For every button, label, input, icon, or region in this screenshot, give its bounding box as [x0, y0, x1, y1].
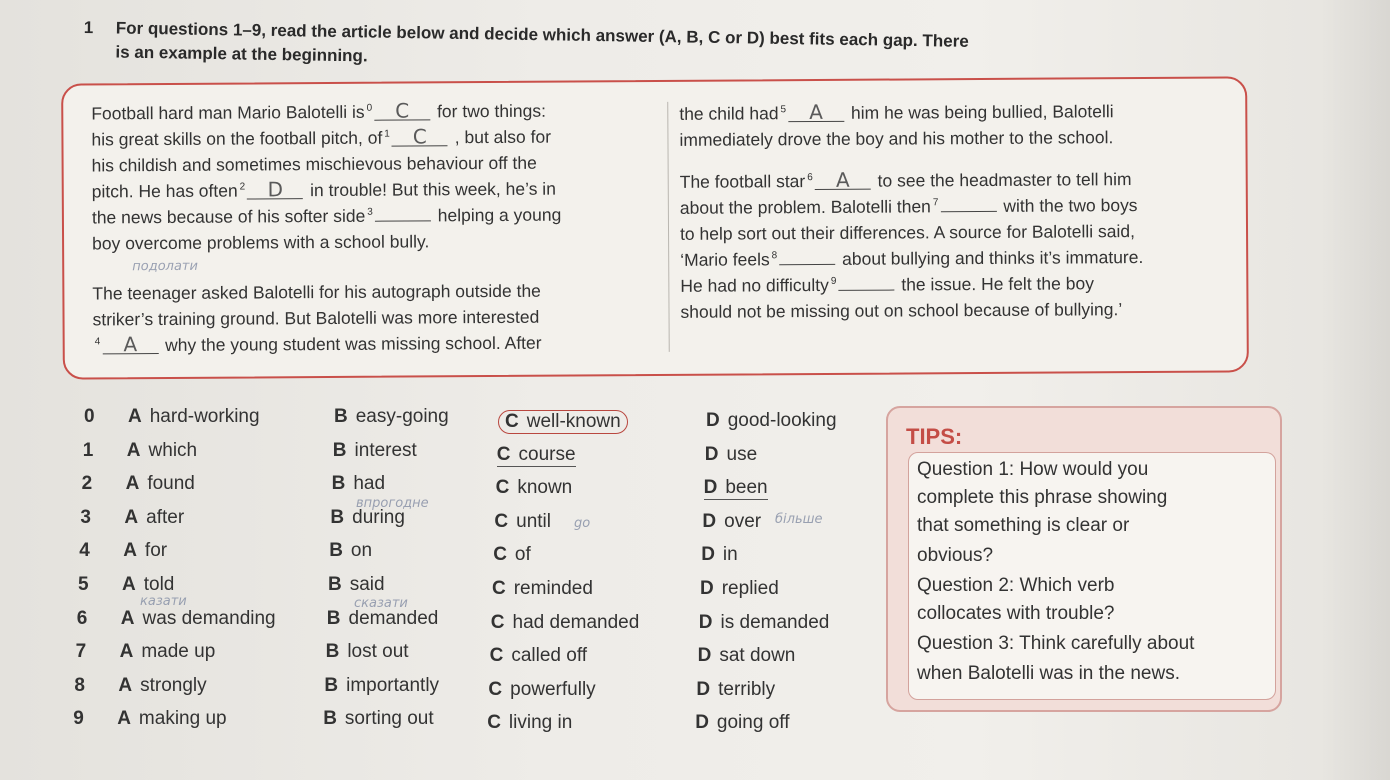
- option-text: going off: [716, 712, 790, 734]
- option-text: good-looking: [727, 410, 837, 431]
- question-number: 5: [78, 574, 89, 595]
- option-letter: B: [325, 641, 340, 663]
- gap-number: 8: [771, 250, 778, 262]
- option-c[interactable]: [490, 645, 587, 667]
- option-text: reminded: [513, 578, 593, 599]
- option-letter: D: [704, 443, 719, 465]
- line-text: him he was being bullied, Balotelli: [846, 101, 1114, 123]
- line-text: the child had: [679, 103, 779, 124]
- question-number: 7: [75, 641, 87, 663]
- line-text: striker’s training ground. But Balotelli was more interested: [92, 306, 540, 330]
- option-text: of: [514, 544, 531, 566]
- tip-line: obvious?: [917, 545, 994, 566]
- tips-title: TIPS:: [906, 424, 963, 449]
- option-c[interactable]: [496, 477, 573, 499]
- option-text: over: [724, 510, 762, 532]
- handwritten-note-overcome: подолати: [132, 258, 198, 275]
- option-c[interactable]: [497, 444, 576, 467]
- question-row: [0, 675, 880, 705]
- option-d[interactable]: [699, 612, 830, 634]
- option-b[interactable]: [324, 675, 439, 697]
- tip-line: Question 1: How would you: [917, 459, 1149, 480]
- option-b[interactable]: [333, 440, 417, 462]
- gap-blank[interactable]: C: [374, 101, 430, 120]
- gap-number: 7: [932, 197, 939, 209]
- question-row: [0, 473, 880, 503]
- question-number: 2: [81, 473, 93, 495]
- option-letter: B: [326, 607, 341, 629]
- line-text: ‘Mario feels: [680, 249, 770, 270]
- option-letter: D: [697, 645, 712, 667]
- tips-box: [886, 406, 1282, 712]
- option-text: replied: [721, 578, 779, 599]
- option-letter: B: [324, 674, 339, 696]
- option-a[interactable]: [118, 675, 206, 697]
- option-b[interactable]: [326, 641, 409, 663]
- option-letter: B: [323, 708, 337, 730]
- option-letter: A: [119, 641, 134, 663]
- line-text: with the two boys: [998, 195, 1138, 216]
- option-letter: C: [490, 611, 505, 633]
- question-row: [0, 708, 880, 738]
- handwritten-note: казати: [140, 594, 187, 609]
- option-d[interactable]: [698, 645, 796, 667]
- gap-number: 3: [367, 206, 373, 218]
- option-letter: A: [122, 574, 136, 595]
- line-text: his great skills on the football pitch, of: [91, 127, 383, 150]
- line-text: about the problem. Balotelli then: [679, 196, 931, 218]
- option-letter: C: [487, 712, 501, 734]
- question-number: 3: [80, 506, 91, 528]
- option-text: found: [147, 473, 195, 495]
- line-text: boy overcome problems with a school bully.: [92, 231, 430, 254]
- line-text: Football hard man Mario Balotelli is: [91, 101, 365, 124]
- option-c[interactable]: [487, 712, 572, 734]
- line-text: The football star: [679, 171, 806, 192]
- line-text: the news because of his softer side: [91, 205, 366, 228]
- option-text: known: [517, 477, 573, 499]
- tip-line: Question 2: Which verb: [917, 575, 1115, 596]
- option-letter: C: [494, 510, 509, 532]
- option-letter: C: [505, 411, 519, 432]
- handwritten-note: більше: [775, 512, 823, 527]
- option-text: been: [725, 477, 768, 499]
- option-letter: D: [703, 477, 718, 499]
- option-d[interactable]: [701, 544, 738, 566]
- option-letter: B: [330, 506, 345, 528]
- option-text: importantly: [346, 674, 440, 696]
- option-letter: A: [120, 607, 135, 629]
- line-text: He had no difficulty: [680, 274, 829, 296]
- question-row: [0, 406, 880, 436]
- line-text: immediately drove the boy and his mother to the school.: [679, 127, 1114, 150]
- option-letter: A: [124, 506, 139, 528]
- tip-line: Question 3: Think carefully about: [917, 633, 1195, 654]
- option-d[interactable]: [695, 712, 789, 734]
- option-text: was demanding: [142, 607, 276, 629]
- option-a[interactable]: [128, 406, 260, 428]
- question-row: [0, 440, 880, 470]
- option-b[interactable]: [328, 574, 385, 596]
- option-text: had: [353, 473, 386, 495]
- option-a[interactable]: [122, 574, 174, 596]
- option-a[interactable]: [124, 507, 184, 529]
- line-text: about bullying and thinks it’s immature.: [837, 247, 1144, 269]
- question-row: [0, 507, 880, 537]
- option-letter: D: [700, 578, 714, 599]
- option-letter: A: [123, 540, 137, 562]
- option-text: told: [143, 574, 175, 595]
- option-letter: A: [126, 439, 141, 461]
- option-letter: C: [496, 443, 511, 465]
- option-d[interactable]: [700, 578, 779, 600]
- line-text: should not be missing out on school because of bullying.’: [680, 299, 1123, 322]
- option-letter: B: [328, 574, 342, 595]
- question-number: 8: [74, 674, 85, 696]
- line-text: why the young student was missing school. After: [160, 332, 542, 356]
- option-letter: D: [706, 410, 720, 431]
- gap-number: 2: [239, 181, 246, 193]
- gap-blank[interactable]: D: [247, 180, 303, 199]
- gap-blank[interactable]: C: [392, 127, 448, 146]
- handwritten-note: впрогодне: [356, 496, 429, 511]
- option-a[interactable]: [121, 608, 276, 630]
- option-c[interactable]: [493, 544, 531, 566]
- question-number: 0: [84, 406, 95, 427]
- line-text: in trouble! But this week, he’s in: [305, 178, 556, 201]
- tip-line: when Balotelli was in the news.: [917, 663, 1180, 684]
- option-letter: C: [493, 544, 507, 566]
- option-text: powerfully: [510, 678, 596, 700]
- line-text: helping a young: [432, 204, 562, 226]
- option-c[interactable]: [491, 612, 640, 634]
- option-letter: A: [117, 708, 131, 730]
- option-letter: A: [128, 406, 142, 427]
- tips-content: [908, 452, 1276, 700]
- option-letter: A: [125, 473, 140, 495]
- line-text: to help sort out their differences. A source for Balotelli said,: [679, 221, 1136, 244]
- option-text: sat down: [719, 645, 796, 667]
- question-number: 9: [73, 708, 84, 730]
- option-text: after: [146, 506, 185, 528]
- gap-blank[interactable]: A: [815, 171, 871, 190]
- option-text: during: [352, 506, 405, 528]
- gap-number: 4: [94, 336, 101, 348]
- line-text: the issue. He felt the boy: [896, 273, 1094, 295]
- handwritten-note: go: [574, 516, 591, 531]
- gap-number: 9: [830, 276, 837, 288]
- gap-number: 5: [780, 104, 787, 116]
- line-text: for two things:: [432, 100, 547, 122]
- option-text: course: [518, 443, 576, 465]
- option-text: interest: [354, 439, 417, 461]
- option-text: for: [144, 540, 168, 562]
- option-text: in: [722, 544, 738, 566]
- option-letter: A: [118, 674, 133, 696]
- line-text: his childish and sometimes mischievous behaviour off the: [91, 152, 537, 176]
- gap-number: 6: [807, 172, 813, 184]
- option-letter: B: [331, 473, 346, 495]
- option-d[interactable]: [705, 444, 757, 466]
- option-text: making up: [138, 708, 227, 730]
- question-row: [0, 608, 880, 638]
- question-number: 4: [79, 540, 90, 562]
- option-text: strongly: [140, 674, 207, 696]
- option-a[interactable]: [127, 440, 197, 462]
- tip-line: complete this phrase showing: [917, 487, 1168, 508]
- tip-line: collocates with trouble?: [917, 603, 1115, 624]
- gap-number: 1: [384, 128, 390, 140]
- question-number: 1: [82, 439, 94, 461]
- line-text: The teenager asked Balotelli for his autograph outside the: [92, 280, 541, 304]
- option-text: hard-working: [149, 406, 260, 427]
- option-c[interactable]: [498, 410, 628, 434]
- option-a[interactable]: [117, 708, 226, 730]
- option-letter: B: [332, 439, 347, 461]
- option-d[interactable]: [704, 477, 768, 500]
- tip-line: that something is clear or: [917, 515, 1130, 536]
- option-letter: C: [495, 477, 510, 499]
- option-b[interactable]: [329, 540, 372, 562]
- option-a[interactable]: [123, 540, 167, 562]
- option-letter: D: [702, 510, 717, 532]
- option-text: said: [349, 574, 385, 595]
- question-row: [0, 641, 880, 671]
- option-text: easy-going: [355, 406, 449, 427]
- option-letter: D: [695, 712, 709, 734]
- option-text: lost out: [347, 641, 409, 663]
- option-c[interactable]: [494, 511, 551, 533]
- option-text: living in: [508, 712, 573, 734]
- question-number: 6: [76, 607, 88, 629]
- option-text: called off: [511, 645, 588, 667]
- option-text: which: [148, 439, 198, 461]
- option-letter: C: [492, 578, 506, 599]
- option-letter: C: [489, 645, 504, 667]
- option-c[interactable]: [492, 578, 593, 600]
- option-letter: D: [698, 611, 713, 633]
- option-a[interactable]: [120, 641, 216, 663]
- exercise-number: 1: [83, 17, 94, 38]
- option-letter: D: [701, 544, 715, 566]
- option-text: until: [516, 510, 551, 532]
- option-text: demanded: [348, 607, 439, 629]
- option-b[interactable]: [332, 473, 385, 495]
- option-text: on: [350, 540, 373, 562]
- line-text: , but also for: [449, 126, 552, 148]
- option-letter: B: [329, 540, 343, 562]
- option-text: well-known: [526, 411, 621, 432]
- option-text: made up: [141, 641, 216, 663]
- option-d[interactable]: [706, 410, 837, 432]
- option-a[interactable]: [126, 473, 195, 495]
- option-letter: C: [488, 678, 503, 700]
- question-row: [0, 574, 880, 604]
- handwritten-note: сказати: [354, 596, 408, 611]
- option-d[interactable]: [696, 679, 775, 701]
- option-b[interactable]: [323, 708, 433, 730]
- option-c[interactable]: [488, 679, 595, 701]
- question-row: [0, 540, 880, 570]
- gap-blank[interactable]: A: [102, 335, 158, 354]
- option-text: is demanded: [720, 611, 830, 633]
- option-d[interactable]: [702, 511, 761, 533]
- option-letter: B: [334, 406, 348, 427]
- gap-blank[interactable]: A: [788, 103, 844, 122]
- line-text: pitch. He has often: [91, 180, 238, 202]
- option-letter: D: [696, 678, 711, 700]
- gap-number: 0: [366, 102, 373, 114]
- instruction-text: For questions 1–9, read the article below and decide which answer (A, B, C or D) best fits each gap. There is an example at the beginning.: [115, 18, 969, 66]
- line-text: to see the headmaster to tell him: [872, 169, 1132, 191]
- option-text: sorting out: [344, 708, 434, 730]
- option-b[interactable]: [334, 406, 449, 428]
- option-text: had demanded: [512, 611, 640, 633]
- option-text: use: [726, 443, 758, 465]
- option-text: terribly: [718, 678, 776, 700]
